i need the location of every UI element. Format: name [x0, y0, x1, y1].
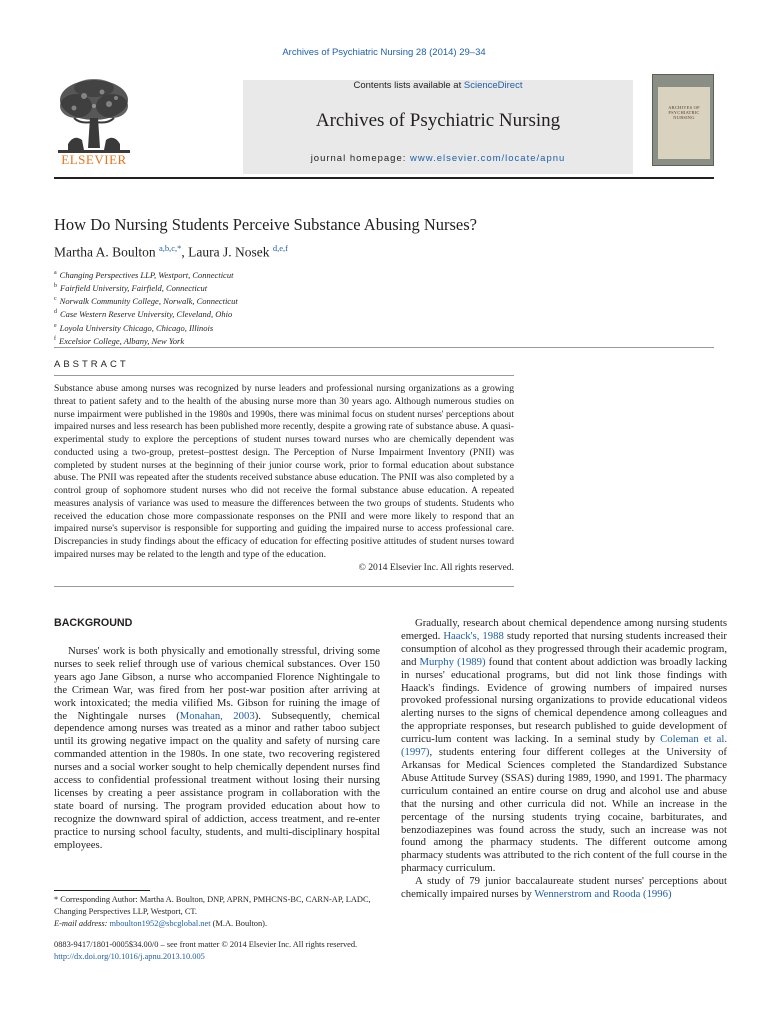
- homepage-line: [243, 153, 633, 164]
- abstract-rule-bottom: [54, 586, 514, 587]
- right-column-paragraph: Gradually, research about chemical dependence among nursing students emerged. Haack's, 1988 study reported that nursing students increased their consumption of alcohol as they progressed through their academic program, and Murphy (1989) found that content about addiction was broadly lacking in nurses' educational programs, but did not link those findings with Haack's findings. Evidence of growing numbers of impaired nurses provoked professional nursing organizations to provide educational videos alerting nurses to the signs of chemical dependence among colleagues and the appropriate responses, but research published to guide development of curricu-lum content was lacking. In a seminal study by Coleman et al. (1997), students entering four different colleges at the University of Arkansas for Medical Sciences completed the Standardized Substance Abuse Attitude Survey (SSAS) during 1989, 1990, and 1991. The pharmacy curriculum contained an entire course on drug and alcohol use and abuse that the nursing and other curricula did not. While an increase in the percentage of the nursing students trying cocaine, barbiturates, and benzodiazepines was found across the study, such an increase was not found among the pharmacy students. The different outcome among pharmacy students was attributed to the rich content of the full course in the pharmacy curriculum.: [401, 617, 728, 875]
- article-title: How Do Nursing Students Perceive Substance Abusing Nurses?: [54, 215, 477, 234]
- abstract-text: Substance abuse among nurses was recognized by nurse leaders and professional nursing organizations as a growing threat to patient safety and to the health of the abusing nurse more than 30 years ago. Although numerous studies on nurse impairment were published in the 1980s and 1990s, there was minimal focus on student nurses' perceptions about impaired nurses and less research has been published more recently, despite a growing rate of substance abuse. A quasi-experimental study to explore the perceptions of student nurses toward nurses who are chemically dependent was conducted using a two-group, pretest–posttest design. The Perception of Nurse Impairment Inventory (PNII) was completed by student nurses at the beginning of their junior course work, prior to formal education about substance abuse. The PNII was repeated after the students received substance abuse education. The PNII was also completed by a control group of sophomore student nurses who did not receive the formal substance abuse education. A repeated measures analysis of variance was used to measure the differences between the two groups of students. Students who received the education chose more compassionate responses on the PNII and were more likely to respond that an impaired nurse's supervisor is responsible for supporting and guiding the impaired nurse to access professional care. Discrepancies in study findings about the efficacy of education for effecting positive attitudes of student nurses toward impaired nurses may be related to the length and type of the education.: [54, 383, 514, 560]
- corresponding-author-footnote: [54, 894, 380, 929]
- contents-line: [243, 80, 633, 91]
- affiliation-item: $^f$ Excelsior College, Albany, New York: [54, 335, 185, 346]
- journal-title: Archives of Psychiatric Nursing: [315, 110, 561, 131]
- author-name: Laura J. Nosek: [188, 244, 270, 260]
- author-affiliation-marks[interactable]: d,e,f: [272, 243, 289, 253]
- header-rule: [54, 177, 714, 179]
- footnote-text: * Corresponding Author: Martha A. Boulton, DNP, APRN, PMHCNS-BC, CARN-AP, LADC, Changing Perspectives LLP, Westport, CT.: [54, 895, 371, 916]
- tree-icon: [54, 78, 134, 154]
- section-heading: BACKGROUND: [54, 617, 133, 629]
- abstract-body: [54, 383, 514, 574]
- affiliation-item: $^e$ Loyola University Chicago, Chicago, Illinois: [54, 322, 214, 333]
- affiliation-item: $^b$ Fairfield University, Fairfield, Connecticut: [54, 282, 208, 293]
- cover-title: ARCHIVES OF PSYCHIATRIC NURSING: [668, 105, 700, 120]
- footnote-rule: [54, 890, 150, 891]
- reference-link[interactable]: Coleman et al. (1997): [401, 733, 728, 759]
- abstract-rule: [54, 375, 514, 376]
- affiliation-list: [54, 268, 238, 347]
- homepage-link[interactable]: www.elsevier.com/locate/apnu: [410, 153, 566, 164]
- affiliation-item: $^d$ Case Western Reserve University, Cleveland, Ohio: [54, 309, 233, 320]
- email-link[interactable]: mboulton1952@sbcglobal.net: [109, 918, 211, 928]
- elsevier-wordmark: ELSEVIER: [61, 152, 127, 167]
- author-affiliation-marks[interactable]: a,b,c,*: [159, 243, 182, 253]
- sciencedirect-link[interactable]: ScienceDirect: [463, 80, 523, 91]
- footnote-email-line: E-mail address: mboulton1952@sbcglobal.net (M.A. Boulton).: [54, 918, 268, 928]
- author-name: Martha A. Boulton: [54, 244, 156, 260]
- journal-cover-thumbnail[interactable]: [652, 74, 714, 166]
- affiliation-item: $^c$ Norwalk Community College, Norwalk, Connecticut: [54, 296, 238, 307]
- abstract-copyright: © 2014 Elsevier Inc. All rights reserved.: [358, 561, 514, 573]
- reference-link[interactable]: Murphy (1989): [419, 655, 486, 668]
- cover-panel: [658, 87, 710, 159]
- doi-link[interactable]: http://dx.doi.org/10.1016/j.apnu.2013.10.005: [54, 952, 205, 961]
- right-column-paragraph: A study of 79 junior baccalaureate student nurses' perceptions about chemically impaired nurses by Wennerstrom and Rooda (1996): [401, 875, 727, 901]
- homepage-prefix: journal homepage:: [310, 153, 411, 164]
- right-column: [401, 617, 727, 901]
- abstract-heading: ABSTRACT: [54, 359, 129, 370]
- author-separator: ,: [181, 244, 189, 260]
- author-line: [54, 243, 288, 261]
- section-divider: [54, 347, 714, 348]
- reference-link[interactable]: Wennerstrom and Rooda (1996): [534, 888, 672, 901]
- journal-citation[interactable]: Archives of Psychiatric Nursing 28 (2014) 29–34: [282, 47, 486, 58]
- affiliation-item: $^a$ Changing Perspectives LLP, Westport, Connecticut: [54, 269, 234, 280]
- issn-line: 0883-9417/1801-0005$34.00/0 – see front matter © 2014 Elsevier Inc. All rights reserved.: [54, 940, 358, 949]
- left-column-paragraph: Nurses' work is both physically and emotionally stressful, driving some nurses to seek relief through use of various chemical substances. Over 150 years ago Jane Gibson, a nurse who accompanied Florence Nightingale to the Crimean War, was fired from her post-war position after arriving at work intoxicated; the media vilified Ms. Gibson for ruining the image of the Nightingale nurses (Monahan, 2003). Subsequently, chemical dependence among nurses was treated as a minor and rather taboo subject until its growing negative impact on the quality and safety of nursing care commanded attention in the 1980s. In one state, two recovering registered nurses and a social worker sought to help chemically dependent nurses find access to confidential professional treatment without losing their nursing licenses by creating a peer assistance program in collaboration with the state board of nursing. The program provided education about how to recognize the downward spiral of addiction, access treatment, and re-enter practice to nursing school faculty, students, and multi-disciplinary hospital employees.: [54, 645, 380, 851]
- reference-link[interactable]: Monahan, 2003: [179, 709, 255, 722]
- reference-link[interactable]: Haack's, 1988: [443, 629, 504, 642]
- contents-prefix: Contents lists available at: [353, 80, 464, 91]
